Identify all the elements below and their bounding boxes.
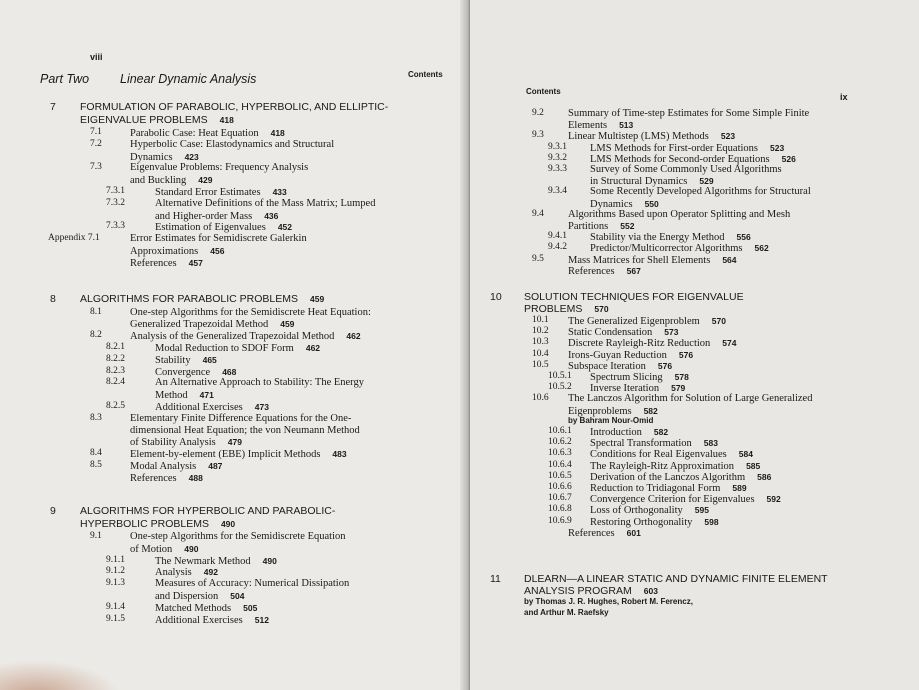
entry-title-text: Analysis of the Generalized Trapezoidal Method: [130, 331, 335, 343]
entry-title-line: [568, 393, 812, 405]
chapter-number: 9: [50, 505, 56, 517]
page-ref: 459: [310, 294, 325, 304]
section-number: 8.2.4: [106, 377, 125, 388]
page-ref: 490: [262, 555, 277, 566]
page-ref: 595: [694, 505, 709, 516]
entry-title-text: of Stability Analysis: [130, 437, 216, 449]
section-number: 9.1.3: [106, 578, 125, 589]
page-ref: 504: [230, 591, 245, 601]
entry-title-text: Modal Analysis: [130, 460, 197, 472]
entry-title-text: Alternative Definitions of the Mass Matrix; Lumped: [155, 197, 376, 209]
section-number: 7.2: [90, 138, 102, 149]
page-ref: 456: [210, 246, 225, 256]
entry-title-text: Additional Exercises: [155, 401, 243, 413]
chapter-title-line: [80, 505, 335, 517]
chapter-number: 8: [50, 293, 56, 305]
section-number: 8.2.5: [106, 400, 125, 411]
entry-title-text: and Dispersion: [155, 591, 219, 602]
entry-title-text: Generalized Trapezoidal Method: [130, 319, 269, 331]
section-number: 10.6.1: [548, 426, 572, 436]
page-ref: 570: [711, 316, 726, 326]
page-ref: 465: [202, 354, 217, 365]
page-ref: 601: [626, 527, 641, 538]
section-number: 9.4.2: [548, 242, 567, 253]
entry-title-text: Discrete Rayleigh-Ritz Reduction: [568, 338, 711, 350]
entry-title-text: LMS Methods for Second-order Equations: [590, 153, 770, 165]
section-number: 9.5: [532, 253, 544, 264]
section-number: 9.3: [532, 130, 544, 141]
page-ref: 462: [305, 342, 321, 353]
page-ref: 582: [643, 405, 658, 416]
section-number: 10.6.2: [548, 437, 572, 448]
right-page: [470, 0, 919, 690]
page-ref: 479: [227, 437, 242, 448]
entry-title-line: [568, 527, 641, 540]
entry-title-text: Matched Methods: [155, 602, 232, 614]
entry-title-line: [130, 257, 203, 270]
section-number: 10.6.7: [548, 493, 572, 504]
section-number: 10.6.9: [548, 515, 572, 526]
page-ref: 529: [699, 176, 714, 187]
page-ref: 550: [644, 198, 659, 209]
page-ref: 589: [732, 483, 747, 493]
entry-title-line: [130, 531, 346, 543]
page-ref: 523: [720, 131, 736, 142]
page-ref: 598: [704, 516, 719, 527]
entry-title-text: Hyperbolic Case: Elastodynamics and Structural: [130, 138, 335, 150]
section-number: 10.4: [532, 348, 549, 359]
entry-title-text: Reduction to Tridiagonal Form: [590, 483, 721, 494]
entry-title-text: Mass Matrices for Shell Elements: [568, 254, 711, 266]
page-ref: 556: [736, 232, 751, 243]
page-ref: 512: [254, 614, 269, 625]
section-number: 10.6.5: [548, 470, 572, 481]
entry-title-text: Loss of Orthogonality: [590, 505, 683, 517]
page-ref: 592: [766, 494, 781, 505]
part-label: Part Two: [40, 72, 90, 86]
entry-title-text: The Newmark Method: [155, 555, 251, 567]
section-number: 7.3.2: [106, 197, 125, 208]
section-number: 9.2: [532, 108, 544, 118]
entry-title-text: The Rayleigh-Ritz Approximation: [590, 460, 735, 472]
page-ref: 573: [664, 327, 679, 338]
entry-title-text: Restoring Orthogonality: [590, 516, 693, 528]
entry-title-text: of Motion: [130, 543, 173, 555]
entry-title-text: and Higher-order Mass: [155, 210, 253, 222]
entry-title-text: Elements: [568, 120, 608, 132]
page-ref: 579: [671, 383, 686, 394]
entry-title-text: References: [568, 527, 615, 539]
page-ref: 471: [199, 390, 214, 401]
section-author: by Bahram Nour-Omid: [568, 415, 654, 425]
page-ref: 423: [184, 151, 199, 162]
page-ref: 418: [219, 114, 234, 125]
section-number: 10.6.8: [548, 504, 572, 515]
entry-title-text: Conditions for Real Eigenvalues: [590, 449, 727, 461]
page-ref: 576: [678, 349, 694, 360]
section-number: 10.5.1: [548, 371, 572, 381]
page-ref: 513: [619, 120, 634, 131]
entry-title-text: Standard Error Estimates: [155, 187, 261, 198]
chapter-title-line: [524, 585, 658, 597]
chapter-title-line: [80, 518, 235, 530]
page-ref: 585: [746, 460, 761, 471]
section-number: 7.3.3: [106, 221, 125, 232]
entry-title-line: [568, 265, 641, 278]
entry-title-text: Modal Reduction to SDOF Form: [155, 342, 294, 354]
page-ref: 564: [722, 254, 737, 265]
chapter-title-text: PROBLEMS: [524, 302, 583, 315]
entry-title-text: Elementary Finite Difference Equations for the One-: [130, 412, 352, 424]
page-ref: 429: [198, 175, 213, 186]
entry-title-text: LMS Methods for First-order Equations: [590, 142, 758, 154]
entry-title-text: The Generalized Eigenproblem: [568, 316, 700, 327]
entry-title-text: and Buckling: [130, 175, 187, 187]
page-ref: 490: [184, 543, 199, 554]
page-ref: 459: [280, 319, 295, 330]
section-number: 7.1: [90, 127, 102, 137]
section-number: 9.3.1: [548, 141, 567, 152]
page-ref: 562: [754, 243, 769, 254]
entry-title-text: Introduction: [590, 427, 642, 438]
chapter-authors-line: by Thomas J. R. Hughes, Robert M. Ferencz,: [524, 597, 693, 606]
page-ref: 488: [188, 472, 203, 483]
section-number: 10.6.6: [548, 482, 572, 492]
entry-title-text: Partitions: [568, 221, 609, 232]
section-number: 8.1: [90, 306, 102, 317]
entry-title-line: [568, 209, 790, 221]
entry-title-text: Algorithms Based upon Operator Splitting and Mesh: [568, 208, 791, 220]
section-number: 9.1.2: [106, 566, 125, 577]
entry-title-text: Convergence: [155, 366, 211, 378]
page-ref: 487: [208, 460, 223, 471]
section-number: 7.3.1: [106, 186, 125, 196]
section-number: 8.2.3: [106, 365, 125, 376]
section-number: 9.1.1: [106, 554, 125, 565]
entry-title-text: Inverse Iteration: [590, 383, 660, 395]
part-heading: [40, 72, 257, 86]
chapter-title-line: [524, 573, 828, 585]
chapter-title-text: DLEARN—A LINEAR STATIC AND DYNAMIC FINITE ELEMENT: [524, 573, 828, 585]
page-ref: 552: [620, 221, 635, 231]
entry-title-line: [130, 307, 371, 319]
chapter-title-text: ALGORITHMS FOR PARABOLIC PROBLEMS: [80, 293, 299, 305]
section-number: 9.1.5: [106, 613, 125, 624]
entry-title-text: Estimation of Eigenvalues: [155, 222, 266, 234]
page-ref: 473: [254, 401, 269, 412]
section-number: 10.2: [532, 326, 549, 337]
chapter-title-text: ALGORITHMS FOR HYPERBOLIC AND PARABOLIC-: [80, 505, 336, 517]
page-ref: 433: [272, 187, 287, 197]
chapter-number: 11: [490, 573, 501, 585]
page-ref: 492: [203, 567, 218, 578]
page-ref: 582: [653, 427, 669, 437]
page-number: ix: [840, 92, 848, 102]
chapter-title-text: SOLUTION TECHNIQUES FOR EIGENVALUE: [524, 291, 744, 303]
page-ref: 523: [770, 142, 785, 153]
entry-title-text: Spectral Transformation: [590, 438, 692, 450]
page-ref: 457: [188, 257, 203, 268]
page-ref: 462: [346, 331, 361, 342]
page-ref: 490: [220, 518, 236, 529]
entry-title-text: Approximations: [130, 246, 199, 257]
section-number: 10.6: [532, 393, 549, 404]
page-ref: 586: [757, 471, 772, 482]
section-number: 8.4: [90, 448, 102, 459]
section-number: 7.3: [90, 162, 102, 173]
entry-title-line: [130, 162, 308, 174]
entry-title-text: Analysis: [155, 567, 192, 579]
entry-title-line: [130, 139, 334, 151]
section-number: 10.6.4: [548, 459, 572, 470]
page-ref: 468: [222, 366, 237, 377]
running-head: Contents: [408, 70, 443, 79]
entry-title-line: [130, 425, 360, 437]
thumb-shadow: [0, 660, 120, 690]
section-number: 10.1: [532, 315, 549, 325]
section-number: 8.2.1: [106, 341, 125, 352]
entry-title-text: Stability: [155, 354, 191, 366]
entry-title-line: [130, 413, 351, 425]
entry-title-text: One-step Algorithms for the Semidiscrete Equation: [130, 531, 346, 542]
entry-title-line: [130, 472, 203, 485]
entry-title-text: Dynamics: [590, 198, 633, 210]
page-ref: 576: [657, 360, 673, 371]
page-ref: 452: [277, 222, 292, 233]
entry-title-line: [590, 186, 811, 198]
page-ref: 603: [643, 585, 658, 596]
page-ref: 436: [264, 210, 279, 221]
page-ref: 483: [332, 449, 347, 460]
entry-title-text: Subspace Iteration: [568, 360, 646, 372]
section-number: 9.3.3: [548, 164, 567, 174]
entry-title-text: Additional Exercises: [155, 614, 243, 626]
entry-title-text: Dynamics: [130, 151, 173, 163]
page-ref: 583: [703, 438, 718, 449]
entry-title-text: Derivation of the Lanczos Algorithm: [590, 471, 746, 483]
chapter-authors-line: and Arthur M. Raefsky: [524, 608, 609, 617]
page-ref: 574: [722, 338, 737, 349]
section-number: 8.2: [90, 330, 102, 341]
chapter-title-text: HYPERBOLIC PROBLEMS: [80, 517, 209, 530]
section-number: 9.1.4: [106, 601, 125, 612]
entry-title-text: Summary of Time-step Estimates for Some Simple Finite: [568, 108, 810, 119]
entry-title-text: Error Estimates for Semidiscrete Galerkin: [130, 233, 307, 245]
section-number: 9.1: [90, 531, 102, 541]
entry-title-line: [130, 233, 307, 245]
entry-title-line: [155, 578, 349, 590]
entry-title-text: Element-by-element (EBE) Implicit Methods: [130, 449, 321, 461]
section-number: 8.2.2: [106, 353, 125, 364]
entry-title-text: Stability via the Energy Method: [590, 232, 725, 244]
chapter-title-text: EIGENVALUE PROBLEMS: [80, 113, 208, 126]
page-ref: 526: [781, 153, 796, 164]
page-ref: 570: [594, 303, 609, 314]
chapter-title-text: FORMULATION OF PARABOLIC, HYPERBOLIC, AND ELLIPTIC-: [80, 101, 389, 113]
entry-title-line: [155, 614, 269, 627]
page-ref: 418: [270, 128, 285, 138]
chapter-title-line: [524, 303, 609, 315]
section-number: 10.5: [532, 359, 549, 370]
chapter-title-line: [80, 293, 324, 305]
section-number: 10.6.3: [548, 448, 572, 459]
entry-title-text: An Alternative Approach to Stability: The Energy: [155, 377, 364, 389]
entry-title-text: Measures of Accuracy: Numerical Dissipation: [155, 578, 350, 590]
page-ref: 567: [626, 265, 641, 276]
section-number: 9.3.4: [548, 186, 567, 197]
entry-title-line: [590, 164, 782, 176]
entry-title-line: [155, 377, 364, 389]
section-number: 9.3.2: [548, 152, 567, 163]
part-title: Linear Dynamic Analysis: [120, 72, 257, 86]
section-number: 9.4: [532, 208, 544, 219]
entry-title-text: Predictor/Multicorrector Algorithms: [590, 243, 743, 255]
section-number: 9.4.1: [548, 231, 567, 242]
page-number: viii: [90, 52, 103, 62]
section-number: 10.3: [532, 337, 549, 348]
entry-title-text: Survey of Some Commonly Used Algorithms: [590, 164, 782, 175]
entry-title-text: Spectrum Slicing: [590, 372, 663, 383]
entry-title-line: [155, 198, 375, 210]
running-head: Contents: [526, 87, 561, 96]
page-ref: 584: [738, 449, 753, 460]
entry-title-text: dimensional Heat Equation; the von Neumann Method: [130, 424, 360, 436]
entry-title-text: One-step Algorithms for the Semidiscrete Heat Equation:: [130, 306, 371, 318]
entry-title-text: References: [130, 257, 177, 269]
chapter-title-line: [80, 101, 388, 113]
chapter-number: 7: [50, 101, 56, 113]
chapter-title-line: [524, 291, 744, 303]
page-ref: 505: [243, 602, 258, 613]
chapter-title-line: [80, 114, 234, 126]
entry-title-line: [568, 108, 809, 120]
chapter-number: 10: [490, 291, 502, 303]
section-number: 8.3: [90, 412, 102, 423]
entry-title-text: The Lanczos Algorithm for Solution of Large Generalized: [568, 393, 813, 405]
entry-title-text: Eigenproblems: [568, 405, 632, 417]
entry-title-text: Irons-Guyan Reduction: [568, 349, 667, 361]
page-ref: 578: [674, 372, 689, 382]
entry-title-text: Method: [155, 390, 188, 402]
section-number: Appendix 7.1: [48, 233, 100, 244]
section-number: 10.5.2: [548, 382, 572, 393]
entry-title-text: Parabolic Case: Heat Equation: [130, 128, 259, 139]
entry-title-text: Static Condensation: [568, 327, 653, 339]
entry-title-text: References: [130, 472, 177, 484]
entry-title-text: References: [568, 265, 615, 277]
entry-title-text: Convergence Criterion for Eigenvalues: [590, 494, 755, 506]
entry-title-text: Eigenvalue Problems: Frequency Analysis: [130, 162, 309, 174]
chapter-title-text: ANALYSIS PROGRAM: [524, 584, 632, 597]
section-number: 8.5: [90, 459, 102, 470]
entry-title-text: Some Recently Developed Algorithms for Structural: [590, 186, 811, 198]
entry-title-text: in Structural Dynamics: [590, 176, 688, 188]
entry-title-text: Linear Multistep (LMS) Methods: [568, 131, 709, 143]
